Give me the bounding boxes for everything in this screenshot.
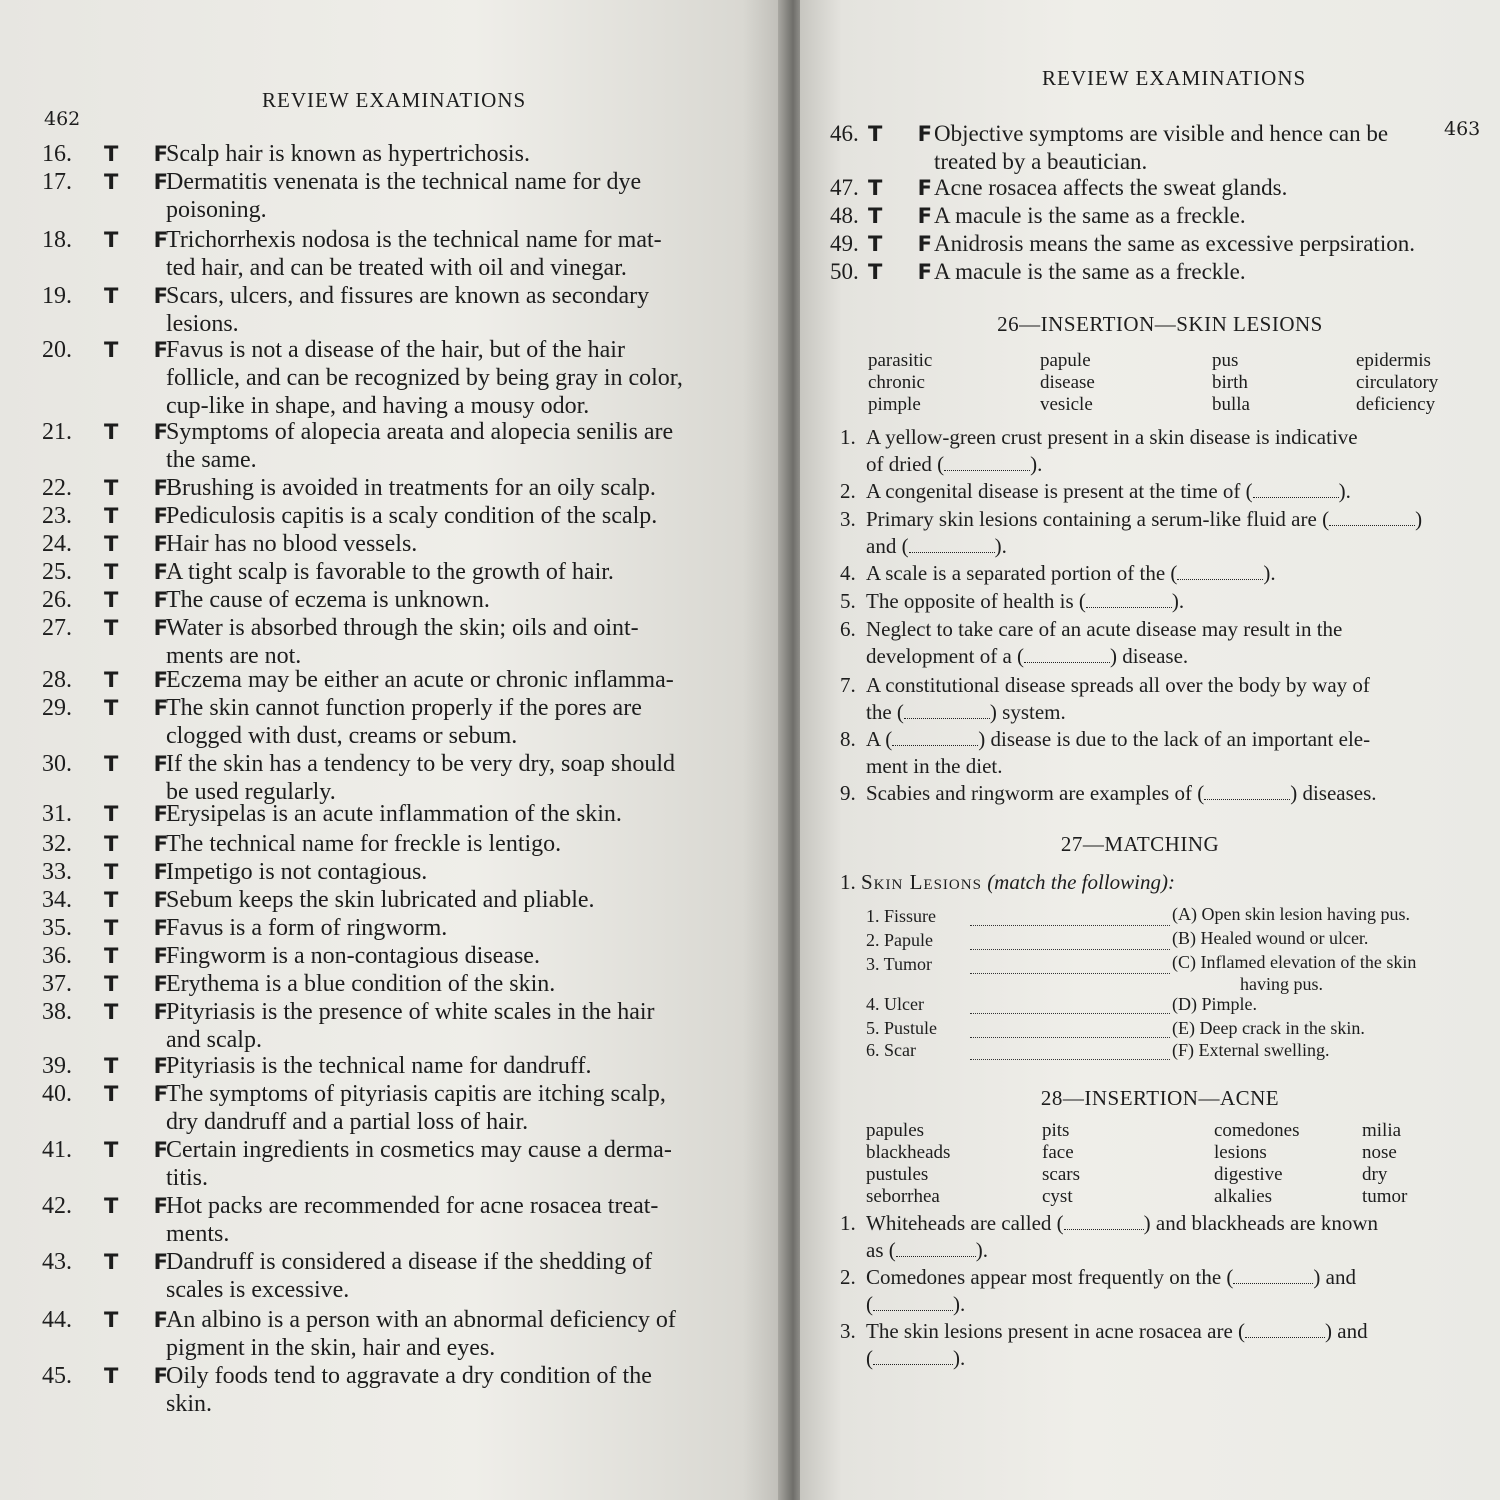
question-text: Dandruff is considered a disease if the shedding of scales is excessive.	[166, 1249, 653, 1303]
answer-blank[interactable]	[873, 1348, 953, 1365]
question-text: Scars, ulcers, and fissures are known as secondary lesions.	[166, 283, 650, 337]
question-text: A congenital disease is present at the time of ( ).	[866, 479, 1351, 503]
question-number: 48.	[830, 203, 859, 228]
question-number: 47.	[830, 175, 859, 200]
page-number: 463	[1444, 118, 1481, 140]
answer-blank[interactable]	[1329, 509, 1415, 526]
section-title: 28—INSERTION—ACNE	[1040, 1086, 1280, 1110]
matching-definition: (E) Deep crack in the skin.	[1172, 1018, 1365, 1038]
question-text: The skin lesions present in acne rosacea are ( ) and ( ).	[866, 1319, 1368, 1370]
question-text: Primary skin lesions containing a serum-like fluid are ( ) and ( ).	[866, 507, 1423, 558]
question-text: Hot packs are recommended for acne rosacea treat- ments.	[166, 1193, 659, 1247]
word-bank-entry: disease	[1040, 372, 1095, 393]
question-number: 40.	[42, 1081, 72, 1107]
question-text: Pediculosis capitis is a scaly condition of the scalp.	[166, 503, 658, 529]
question-number: 26.	[42, 587, 72, 613]
word-bank-entry: tumor	[1362, 1186, 1408, 1207]
question-number: 30.	[42, 751, 72, 777]
question-number: 27.	[42, 615, 72, 641]
word-bank-entry: vesicle	[1040, 394, 1093, 415]
question-text: Eczema may be either an acute or chronic inflamma-	[166, 667, 674, 693]
word-bank-entry: circulatory	[1356, 372, 1439, 393]
section-title: 26—INSERTION—SKIN LESIONS	[997, 312, 1323, 336]
word-bank-entry: birth	[1212, 372, 1248, 393]
true-false-choice[interactable]: T F	[104, 420, 182, 444]
question-text: Sebum keeps the skin lubricated and pliable.	[166, 887, 595, 913]
question-number: 3.	[840, 507, 856, 531]
true-false-choice[interactable]: T F	[104, 588, 182, 612]
question-number: 32.	[42, 831, 72, 857]
answer-line[interactable]	[970, 1012, 1170, 1014]
true-false-choice[interactable]: T F	[104, 284, 182, 308]
answer-blank[interactable]	[892, 729, 978, 746]
true-false-choice[interactable]: T F	[104, 696, 182, 720]
true-false-choice[interactable]: T F	[104, 476, 182, 500]
matching-term: 1. Fissure	[866, 906, 937, 926]
word-bank-entry: dry	[1362, 1164, 1388, 1185]
question-number: 36.	[42, 943, 72, 969]
question-text: Favus is not a disease of the hair, but of the hair follicle, and can be recognized by being gray in color, cup-like in shape, and having a mousy odor.	[166, 337, 683, 419]
word-bank-entry: cyst	[1042, 1186, 1073, 1207]
question-text: Neglect to take care of an acute disease may result in the development of a ( ) disease.	[866, 617, 1343, 668]
question-text: A tight scalp is favorable to the growth of hair.	[166, 559, 614, 585]
question-number: 6.	[840, 617, 856, 641]
true-false-choice[interactable]: T F	[104, 888, 182, 912]
matching-term: 2. Papule	[866, 930, 933, 950]
matching-term: 4. Ulcer	[866, 994, 924, 1014]
question-number: 7.	[840, 673, 856, 697]
true-false-choice[interactable]: T F	[104, 228, 182, 252]
question-number: 28.	[42, 667, 72, 693]
question-number: 2.	[840, 479, 856, 503]
question-number: 17.	[42, 169, 72, 195]
true-false-choice[interactable]: T F	[104, 1000, 182, 1024]
question-number: 23.	[42, 503, 72, 529]
running-head: REVIEW EXAMINATIONS	[1042, 66, 1307, 90]
question-number: 42.	[42, 1193, 72, 1219]
true-false-choice[interactable]: T F	[104, 1082, 182, 1106]
question-number: 43.	[42, 1249, 72, 1275]
answer-blank[interactable]	[1245, 1321, 1325, 1338]
true-false-choice[interactable]: T F	[104, 170, 182, 194]
answer-blank[interactable]	[909, 536, 995, 553]
question-text: The cause of eczema is unknown.	[166, 587, 490, 613]
question-text: Impetigo is not contagious.	[166, 859, 428, 885]
question-text: Scalp hair is known as hypertrichosis.	[166, 141, 530, 167]
true-false-choice[interactable]: T F	[104, 1364, 182, 1388]
matching-term: 5. Pustule	[866, 1018, 938, 1038]
word-bank-entry: chronic	[868, 372, 925, 393]
word-bank-entry: pus	[1212, 350, 1239, 371]
word-bank-entry: pits	[1042, 1120, 1070, 1141]
question-text: Whiteheads are called ( ) and blackheads are known as ( ).	[866, 1211, 1379, 1262]
question-number: 44.	[42, 1307, 72, 1333]
word-bank-entry: epidermis	[1356, 350, 1431, 371]
question-number: 41.	[42, 1137, 72, 1163]
question-text: A yellow-green crust present in a skin disease is indicative of dried ( ).	[866, 425, 1358, 476]
question-number: 49.	[830, 231, 859, 256]
question-text: Erythema is a blue condition of the skin.	[166, 971, 556, 997]
question-number: 21.	[42, 419, 72, 445]
question-number: 45.	[42, 1363, 72, 1389]
word-bank-entry: milia	[1362, 1120, 1402, 1141]
question-text: Dermatitis venenata is the technical name for dye poisoning.	[166, 169, 642, 223]
question-text: Favus is a form of ringworm.	[166, 915, 448, 941]
true-false-choice[interactable]: T F	[104, 504, 182, 528]
question-number: 22.	[42, 475, 72, 501]
answer-line[interactable]	[970, 972, 1170, 974]
matching-term: 6. Scar	[866, 1040, 916, 1060]
question-text: Comedones appear most frequently on the ( ) and ( ).	[866, 1265, 1356, 1316]
question-number: 1.	[840, 1211, 856, 1235]
question-number: 20.	[42, 337, 72, 363]
true-false-choice[interactable]: T F	[104, 972, 182, 996]
answer-blank[interactable]	[1253, 481, 1339, 498]
answer-line[interactable]	[970, 1058, 1170, 1060]
question-number: 37.	[42, 971, 72, 997]
question-number: 24.	[42, 531, 72, 557]
question-number: 19.	[42, 283, 72, 309]
word-bank-entry: alkalies	[1214, 1186, 1273, 1207]
word-bank-entry: lesions	[1214, 1142, 1267, 1163]
question-text: A macule is the same as a freckle.	[934, 203, 1246, 228]
question-number: 18.	[42, 227, 72, 253]
question-text: Trichorrhexis nodosa is the technical name for mat- ted hair, and can be treated with oil and vinegar.	[166, 227, 662, 281]
answer-blank[interactable]	[1024, 646, 1110, 663]
question-number: 50.	[830, 259, 859, 284]
question-text: Water is absorbed through the skin; oils and oint- ments are not.	[166, 615, 639, 669]
question-text: Objective symptoms are visible and hence can be treated by a beautician.	[934, 121, 1389, 174]
true-false-choice[interactable]: T F	[104, 802, 182, 826]
true-false-choice[interactable]: T F	[104, 832, 182, 856]
question-text: Oily foods tend to aggravate a dry condition of the skin.	[166, 1363, 652, 1417]
true-false-choice[interactable]: T F	[104, 1194, 182, 1218]
word-bank-entry: blackheads	[866, 1142, 951, 1163]
answer-blank[interactable]	[873, 1294, 953, 1311]
question-number: 29.	[42, 695, 72, 721]
question-text: Pityriasis is the presence of white scales in the hair and scalp.	[166, 999, 655, 1053]
word-bank-entry: papules	[866, 1120, 925, 1141]
answer-blank[interactable]	[1233, 1267, 1313, 1284]
question-text: The technical name for freckle is lentigo.	[166, 831, 562, 857]
true-false-choice[interactable]: T F	[104, 752, 182, 776]
matching-definition: (A) Open skin lesion having pus.	[1172, 904, 1410, 924]
word-bank-entry: digestive	[1214, 1164, 1283, 1185]
question-text: A ( ) disease is due to the lack of an important ele- ment in the diet.	[866, 727, 1371, 778]
question-number: 35.	[42, 915, 72, 941]
question-number: 5.	[840, 589, 856, 613]
question-number: 2.	[840, 1265, 856, 1289]
word-bank-entry: parasitic	[868, 350, 933, 371]
true-false-choice[interactable]: T F	[868, 204, 946, 228]
matching-term: 3. Tumor	[866, 954, 933, 974]
question-text: A constitutional disease spreads all over the body by way of the ( ) system.	[866, 673, 1370, 724]
running-head: REVIEW EXAMINATIONS	[262, 88, 527, 112]
question-number: 31.	[42, 801, 72, 827]
question-text: Certain ingredients in cosmetics may cause a derma- titis.	[166, 1137, 672, 1191]
true-false-choice[interactable]: T F	[104, 1308, 182, 1332]
matching-definition: having pus.	[1240, 974, 1323, 994]
true-false-choice[interactable]: T F	[104, 860, 182, 884]
true-false-choice[interactable]: T F	[104, 916, 182, 940]
true-false-choice[interactable]: T F	[868, 260, 946, 284]
matching-definition: (C) Inflamed elevation of the skin	[1172, 952, 1417, 972]
question-text: Anidrosis means the same as excessive perpsiration.	[934, 231, 1415, 256]
word-bank-entry: nose	[1362, 1142, 1397, 1163]
question-number: 8.	[840, 727, 856, 751]
word-bank-entry: face	[1042, 1142, 1074, 1163]
question-number: 25.	[42, 559, 72, 585]
question-text: If the skin has a tendency to be very dry, soap should be used regularly.	[166, 751, 675, 805]
question-text: An albino is a person with an abnormal deficiency of pigment in the skin, hair and eyes.	[166, 1307, 676, 1361]
word-bank-entry: deficiency	[1356, 394, 1436, 415]
true-false-choice[interactable]: T F	[104, 668, 182, 692]
question-number: 3.	[840, 1319, 856, 1343]
question-text: Fingworm is a non-contagious disease.	[166, 943, 540, 969]
prompt-number: 1.	[840, 870, 856, 894]
true-false-choice[interactable]: T F	[104, 560, 182, 584]
question-text: A macule is the same as a freckle.	[934, 259, 1246, 284]
prompt-instruction: (match the following):	[987, 870, 1175, 894]
answer-blank[interactable]	[944, 454, 1030, 471]
word-bank-entry: papule	[1040, 350, 1091, 371]
answer-blank[interactable]	[904, 702, 990, 719]
true-false-choice[interactable]: T F	[104, 1054, 182, 1078]
page-number: 462	[44, 108, 81, 130]
question-text: Brushing is avoided in treatments for an oily scalp.	[166, 475, 656, 501]
word-bank-entry: comedones	[1214, 1120, 1300, 1141]
true-false-choice[interactable]: T F	[868, 232, 946, 256]
question-text: Symptoms of alopecia areata and alopecia senilis are the same.	[166, 419, 674, 473]
question-text: The opposite of health is ( ).	[866, 589, 1185, 613]
question-number: 9.	[840, 781, 856, 805]
word-bank-entry: bulla	[1212, 394, 1250, 415]
answer-blank[interactable]	[1177, 563, 1263, 580]
true-false-choice[interactable]: T F	[868, 122, 946, 146]
word-bank-entry: pustules	[866, 1164, 929, 1185]
word-bank-entry: seborrhea	[866, 1186, 940, 1207]
true-false-choice[interactable]: T F	[868, 176, 946, 200]
answer-blank[interactable]	[896, 1240, 976, 1257]
answer-line[interactable]	[970, 1036, 1170, 1038]
question-text: Hair has no blood vessels.	[166, 531, 418, 557]
question-number: 1.	[840, 425, 856, 449]
question-text: Scabies and ringworm are examples of ( ) diseases.	[866, 781, 1377, 805]
true-false-choice[interactable]: T F	[104, 1138, 182, 1162]
question-text: The symptoms of pityriasis capitis are itching scalp, dry dandruff and a partial loss of hair.	[166, 1081, 666, 1135]
answer-line[interactable]	[970, 924, 1170, 926]
true-false-choice[interactable]: T F	[104, 142, 182, 166]
true-false-choice[interactable]: T F	[104, 1250, 182, 1274]
question-text: The skin cannot function properly if the pores are clogged with dust, creams or sebum.	[166, 695, 642, 749]
matching-prompt	[840, 870, 1175, 895]
right-page	[800, 0, 1500, 1500]
word-bank-entry: pimple	[868, 394, 921, 415]
question-number: 38.	[42, 999, 72, 1025]
question-text: Pityriasis is the technical name for dandruff.	[166, 1053, 592, 1079]
true-false-choice[interactable]: T F	[104, 338, 182, 362]
true-false-choice[interactable]: T F	[104, 532, 182, 556]
question-number: 4.	[840, 561, 856, 585]
question-number: 33.	[42, 859, 72, 885]
matching-definition: (D) Pimple.	[1172, 994, 1257, 1014]
matching-definition: (F) External swelling.	[1172, 1040, 1330, 1060]
matching-definition: (B) Healed wound or ulcer.	[1172, 928, 1369, 948]
answer-blank[interactable]	[1086, 591, 1172, 608]
true-false-choice[interactable]: T F	[104, 616, 182, 640]
true-false-choice[interactable]: T F	[104, 944, 182, 968]
question-text: Erysipelas is an acute inflammation of the skin.	[166, 801, 622, 827]
question-number: 16.	[42, 141, 72, 167]
answer-blank[interactable]	[1204, 783, 1290, 800]
word-bank-entry: scars	[1042, 1164, 1080, 1185]
question-number: 34.	[42, 887, 72, 913]
answer-line[interactable]	[970, 948, 1170, 950]
prompt-label: Skin Lesions	[861, 870, 982, 894]
answer-blank[interactable]	[1064, 1213, 1144, 1230]
question-text: Acne rosacea affects the sweat glands.	[934, 175, 1288, 200]
question-text: A scale is a separated portion of the ( ).	[866, 561, 1276, 585]
question-number: 39.	[42, 1053, 72, 1079]
section-title: 27—MATCHING	[1060, 832, 1220, 856]
question-number: 46.	[830, 121, 859, 146]
